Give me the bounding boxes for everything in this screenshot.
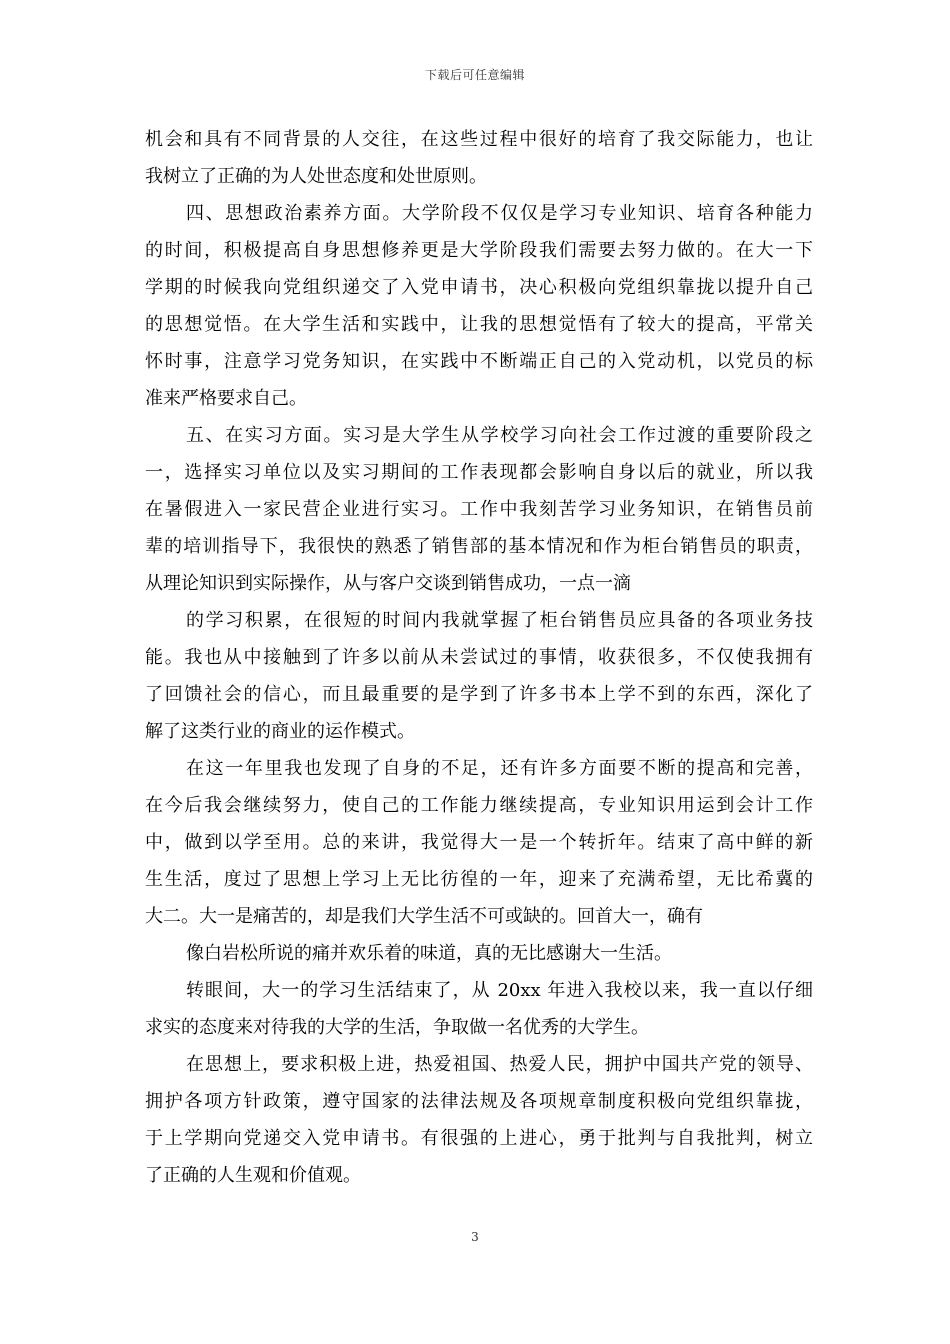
text-line: 拥护各项方针政策，遵守国家的法律法规及各项规章制度积极向党组织靠拢， xyxy=(145,1091,813,1112)
text-line: 四、思想政治素养方面。大学阶段不仅仅是学习专业知识、培育各种能力 xyxy=(186,203,813,224)
text-line: 于上学期向党递交入党申请书。有很强的上进心，勇于批判与自我批判，树立 xyxy=(145,1128,813,1149)
page-header: 下载后可任意编辑 xyxy=(424,68,525,82)
text-line: 机会和具有不同背景的人交往，在这些过程中很好的培育了我交际能力，也让 xyxy=(145,129,813,150)
text-line: 解了这类行业的商业的运作模式。 xyxy=(145,721,415,742)
text-line: 学期的时候我向党组织递交了入党申请书，决心积极向党组织靠拢以提升自己 xyxy=(145,277,813,298)
text-line: 像白岩松所说的痛并欢乐着的味道，真的无比感谢大一生活。 xyxy=(186,943,672,964)
text-line: 了正确的人生观和价值观。 xyxy=(145,1165,361,1186)
text-line: 了回馈社会的信心，而且最重要的是学到了许多书本上学不到的东西，深化了 xyxy=(145,684,813,705)
text-line: 在这一年里我也发现了自身的不足，还有许多方面要不断的提高和完善， xyxy=(186,758,813,779)
text-line: 求实的态度来对待我的大学的生活，争取做一名优秀的大学生。 xyxy=(145,1017,649,1038)
text-line: 辈的培训指导下，我很快的熟悉了销售部的基本情况和作为柜台销售员的职责， xyxy=(145,536,813,557)
text-line: 大二。大一是痛苦的，却是我们大学生活不可或缺的。回首大一，确有 xyxy=(145,906,703,927)
text-line: 中，做到以学至用。总的来讲，我觉得大一是一个转折年。结束了高中鲜的新 xyxy=(145,832,813,853)
document-body xyxy=(145,121,813,1194)
text-line: 的学习积累，在很短的时间内我就掌握了柜台销售员应具备的各项业务技 xyxy=(186,610,813,631)
text-line: 在今后我会继续努力，使自己的工作能力继续提高，专业知识用运到会计工作 xyxy=(145,795,813,816)
page-number: 3 xyxy=(471,1230,479,1244)
text-line: 在暑假进入一家民营企业进行实习。工作中我刻苦学习业务知识，在销售员前 xyxy=(145,499,813,520)
text-line: 的时间，积极提高自身思想修养更是大学阶段我们需要去努力做的。在大一下 xyxy=(145,240,813,261)
text-line: 五、在实习方面。实习是大学生从学校学习向社会工作过渡的重要阶段之 xyxy=(186,425,813,446)
text-line: 我树立了正确的为人处世态度和处世原则。 xyxy=(145,166,487,187)
text-line: 转眼间，大一的学习生活结束了，从 20xx 年进入我校以来，我一直以仔细 xyxy=(186,980,813,1001)
text-line: 生生活，度过了思想上学习上无比彷徨的一年，迎来了充满希望，无比希冀的 xyxy=(145,869,813,890)
text-line: 能。我也从中接触到了许多以前从未尝试过的事情，收获很多，不仅使我拥有 xyxy=(145,647,813,668)
text-line: 的思想觉悟。在大学生活和实践中，让我的思想觉悟有了较大的提高，平常关 xyxy=(145,314,813,335)
text-line: 怀时事，注意学习党务知识，在实践中不断端正自己的入党动机，以党员的标 xyxy=(145,351,813,372)
text-line: 在思想上，要求积极上进，热爱祖国、热爱人民，拥护中国共产党的领导、 xyxy=(186,1054,813,1075)
text-line: 准来严格要求自己。 xyxy=(145,388,307,409)
text-line: 从理论知识到实际操作，从与客户交谈到销售成功，一点一滴 xyxy=(145,573,631,594)
text-line: 一，选择实习单位以及实习期间的工作表现都会影响自身以后的就业，所以我 xyxy=(145,462,813,483)
